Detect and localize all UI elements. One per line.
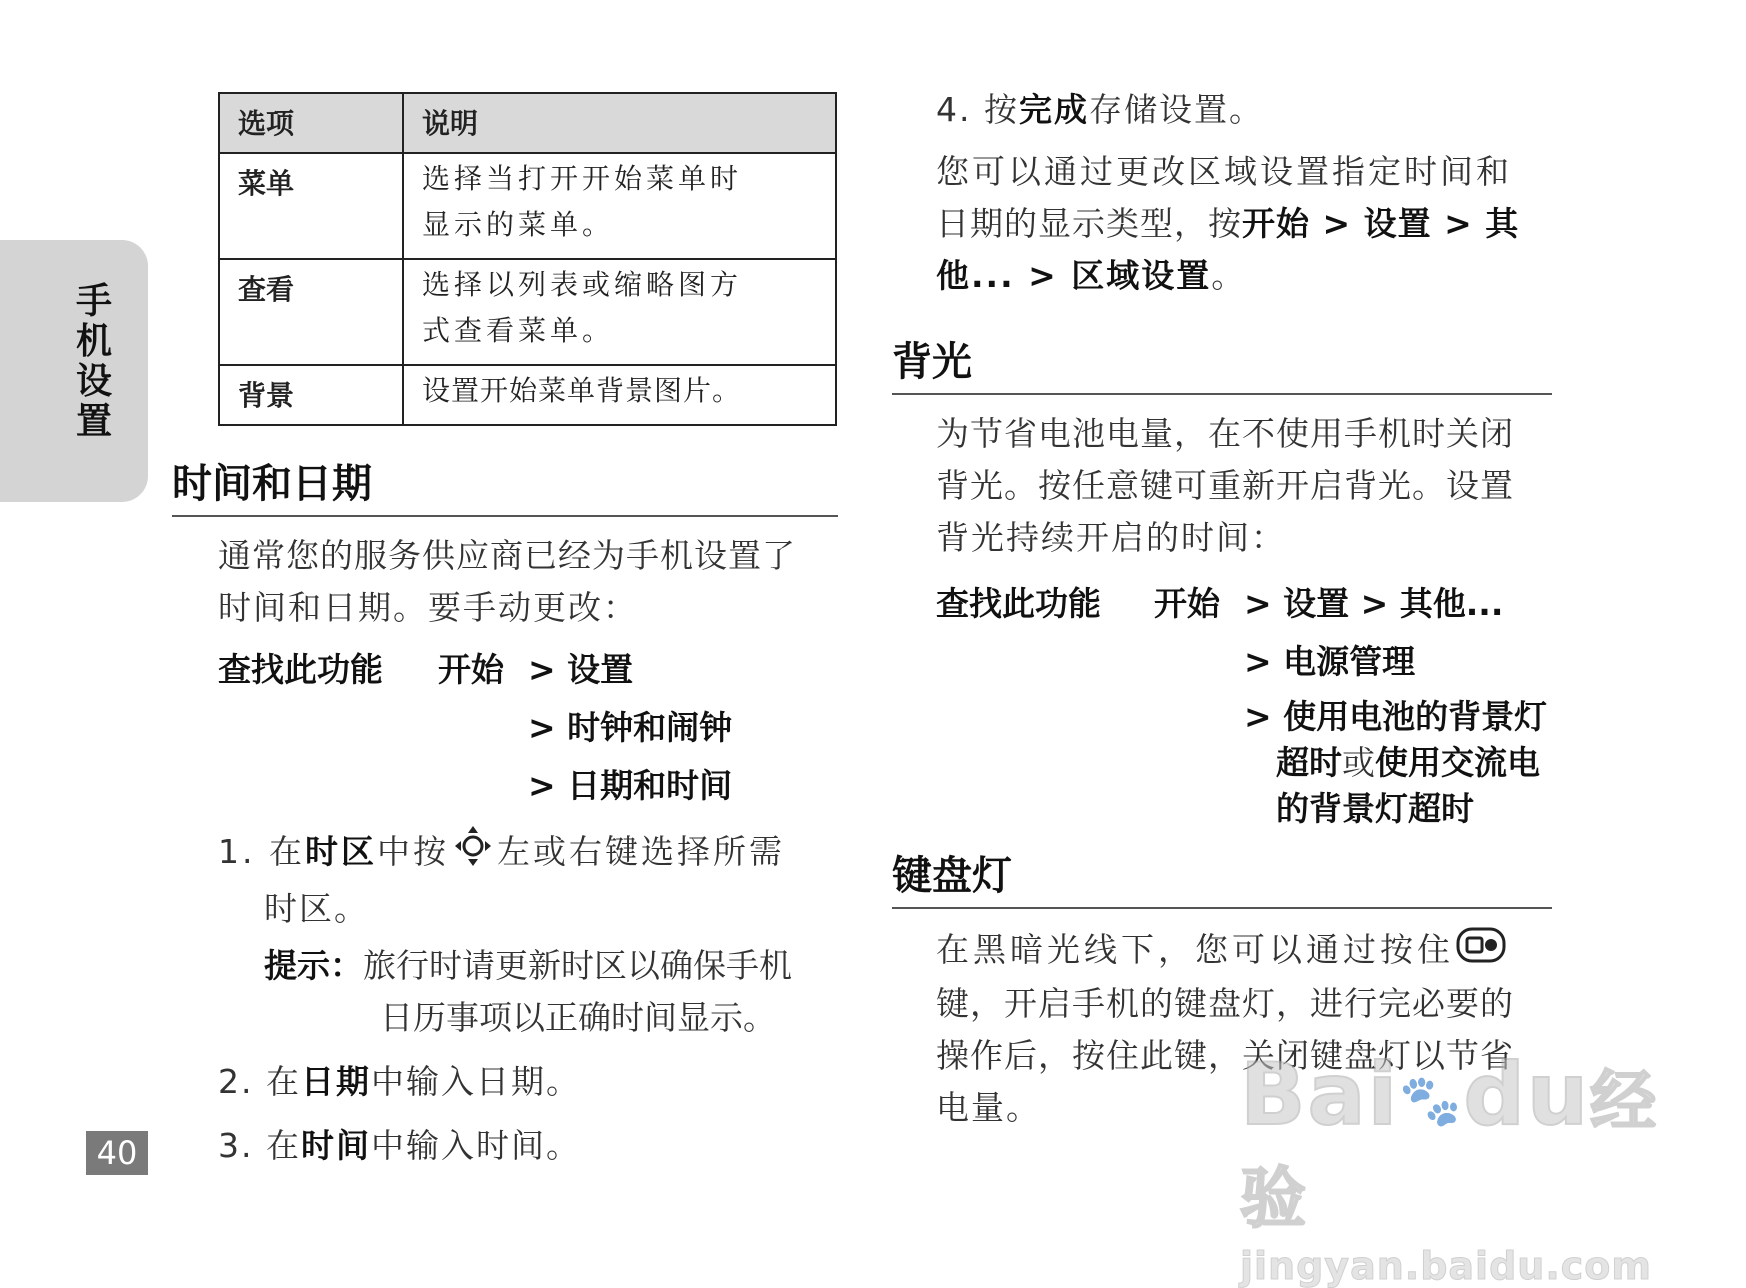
text: 中输入日期。 [371,1062,581,1101]
section-heading-time-date: 时间和日期 [172,452,838,517]
step-2 [218,1056,581,1108]
table-cell-description [403,259,836,365]
time-date-intro [218,530,848,634]
text: 存储设置。 [1089,90,1264,129]
path-settings: > 设置 [528,650,634,689]
path-settings-other: > 设置 > 其他... [1244,584,1504,623]
path-date-time: > 日期和时间 [528,766,733,805]
term: 时区 [305,832,377,871]
desc-line: 显示的菜单。 [422,208,615,241]
term: 时间 [301,1126,371,1165]
menu-path: 开始 > 设置 > 其 [1242,204,1520,243]
baidu-jingyan-watermark [1240,1045,1660,1288]
text: 在 [269,832,305,871]
watermark-url: jingyan.baidu.com [1240,1244,1652,1288]
section-heading-keypad-light: 键盘灯 [892,844,1552,909]
text: 在 [266,1126,301,1165]
options-table [218,92,837,426]
text-line: 背光。按任意键可重新开启背光。设置 [936,466,1514,505]
text-line: 时区。 [264,889,369,928]
table-cell-option: 查看 [219,259,403,365]
step-number: 4. [936,90,972,129]
path-start: 开始 [1154,584,1220,623]
find-feature-label: 查找此功能 [218,650,383,689]
watermark-brand: du [1463,1045,1591,1145]
text-line: 时间和日期。要手动更改： [218,588,638,627]
table-row [219,153,836,259]
find-feature-label: 查找此功能 [936,584,1101,623]
path-backlight-timeout [1244,694,1574,832]
desc-line: 设置开始菜单背景图片。 [422,374,742,407]
text-line: 背光持续开启的时间： [936,518,1286,557]
menu-path: 使用交流电 [1375,743,1540,782]
text: 或 [1342,743,1375,782]
text-line: 键，开启手机的键盘灯，进行完必要的 [936,983,1514,1023]
desc-line: 式查看菜单。 [422,314,615,347]
table-cell-description [403,365,836,425]
step-number: 3. [218,1126,254,1165]
text-line: 操作后，按住此键，关闭键盘灯以节省 [936,1035,1514,1075]
table-row [219,365,836,425]
text-line: 通常您的服务供应商已经为手机设置了 [218,536,796,575]
text: 中输入时间。 [371,1126,581,1165]
tip [264,940,864,1044]
text-line: 电量。 [936,1087,1041,1127]
region-settings-text [936,146,1576,302]
text: 中按 [377,832,449,871]
section-heading-backlight: 背光 [892,330,1552,395]
step-number: 2. [218,1062,254,1101]
paw-icon: 🐾 [1399,1071,1464,1130]
table-cell-option: 背景 [219,365,403,425]
step-4 [936,84,1264,136]
watermark-cn: 经验 [1240,1063,1659,1237]
text: 旅行时请更新时区以确保手机 [363,946,792,985]
text: 。 [1211,256,1247,295]
text: 日期的显示类型，按 [936,204,1242,243]
menu-path: 的背景灯超时 [1276,789,1474,828]
path-start: 开始 [438,650,504,689]
navigation-key-icon [453,824,493,883]
table-header-description: 说明 [403,93,836,153]
table-header-option: 选项 [219,93,403,153]
step-3 [218,1120,581,1172]
path-clock-alarm: > 时钟和闹钟 [528,708,733,747]
backlight-text [936,408,1576,564]
text-line: 您可以通过更改区域设置指定时间和 [936,152,1512,191]
text: 在 [266,1062,301,1101]
table-row [219,259,836,365]
table-cell-description [403,153,836,259]
step-number: 1. [218,832,256,871]
menu-path: 他... > 区域设置 [936,256,1212,295]
table-cell-option: 菜单 [219,153,403,259]
text: 按 [984,90,1019,129]
watermark-brand: Bai [1240,1045,1400,1145]
page-number: 40 [86,1131,148,1175]
text-line: 日历事项以正确时间显示。 [380,998,776,1037]
term: 日期 [301,1062,371,1101]
desc-line: 选择以列表或缩略图方 [422,268,743,301]
menu-path: > 使用电池的背景灯 [1244,697,1548,736]
term: 完成 [1019,90,1089,129]
text: 在黑暗光线下，您可以通过按住 [936,930,1454,969]
step-1 [218,824,858,935]
desc-line: 选择当打开开始菜单时 [422,162,743,195]
text-line: 为节省电池电量，在不使用手机时关闭 [936,414,1514,453]
chapter-title: 手机设置 [75,281,112,442]
path-power-management: > 电源管理 [1244,642,1416,681]
menu-path: 超时 [1276,743,1342,782]
table-header-row [219,93,836,153]
ok-key-icon [1456,926,1506,978]
tip-label: 提示： [264,946,363,985]
text: 左或右键选择所需 [497,832,785,871]
